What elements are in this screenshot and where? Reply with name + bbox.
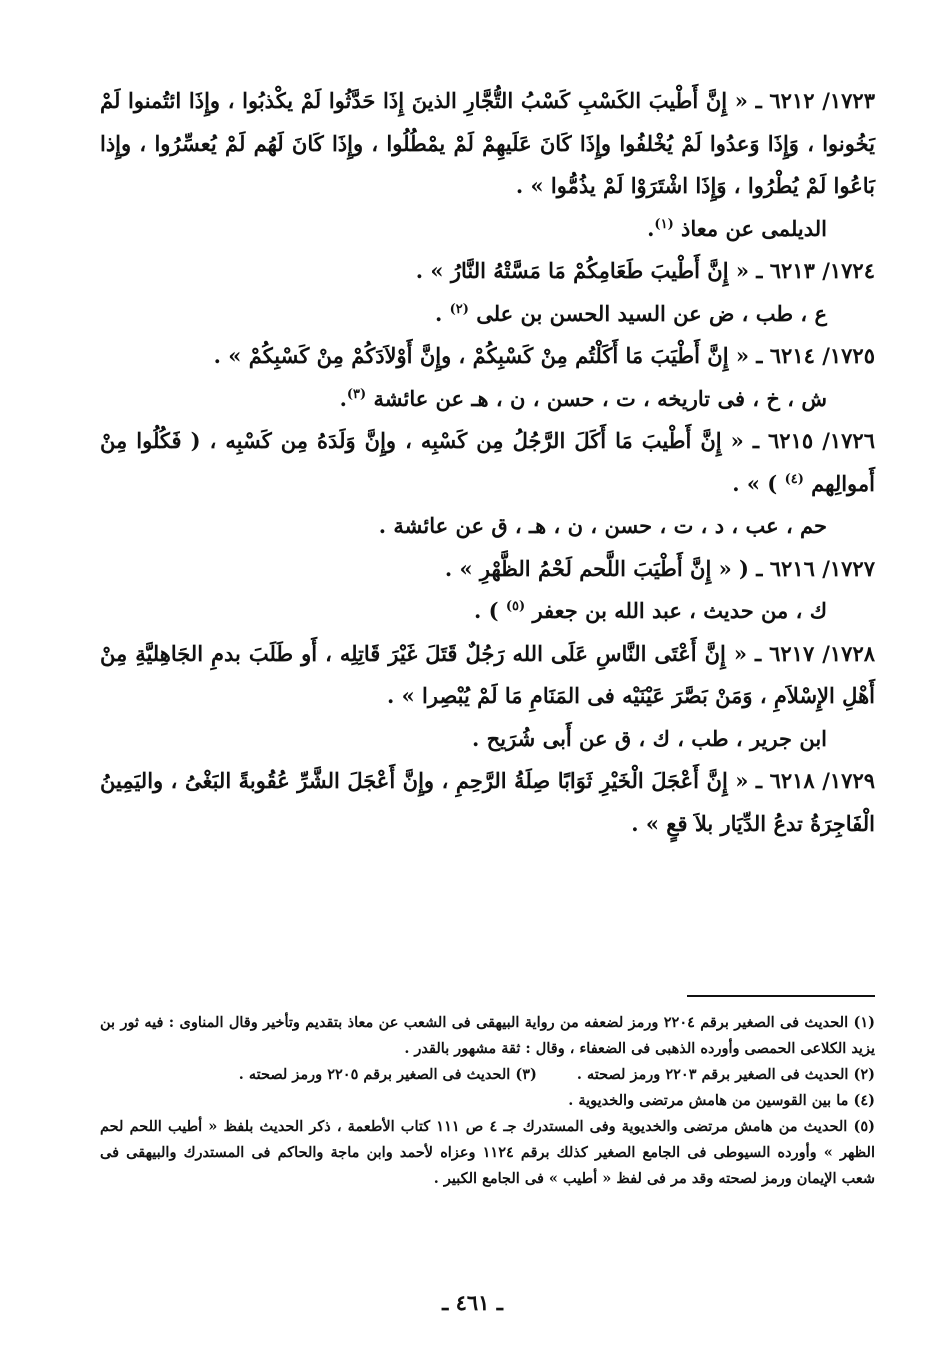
hadith-1727: ١٧٢٧/ ٦٢١٦ ـ ( « إِنَّ أَطْيَبَ اللَّحم لَحْمُ الظَّهْرِ » . bbox=[444, 555, 875, 581]
source-1727-text: ك ، من حديث ، عبد الله بن جعفر bbox=[532, 598, 827, 623]
hadith-1725: ١٧٢٥/ ٦٢١٤ ـ « إِنَّ أَطْيَبَ مَا أَكَلْتُم مِنْ كَسْبِكُمْ ، وإِنَّ أَوْلاَدَكُمْ مِنْ كَسْبِكُمْ » . bbox=[213, 343, 875, 368]
hadith-1726 bbox=[100, 420, 875, 505]
footnote-5: (٥) الحديث من هامش مرتضى والخديوية وفى المستدرك جـ ٤ ص ١١١ كتاب الأطعمة ، ذكر الحديث بلفظ « أطيب اللحم لحم الظهر » وأورده السيوطى فى الجامع الصغير كذلك برقم ١١٢٤ وعزاه لأحمد وابن ماجة والحاكم فى المستدرك والبيهقى فى شعب الإيمان ورمز لصحته وقد مر فى لفظ « أطيب » فى الجامع الكبير . bbox=[100, 1118, 875, 1187]
footnote-1: (١) الحديث فى الصغير برقم ٢٢٠٤ ورمز لضعفه من رواية البيهقى فى الشعب عن معاذ بتقديم وتأخير وقال المناوى : فيه ثور بن يزيد الكلاعى الحمصى وأورده الذهبى فى الضعفاء ، وقال : ثقة مشهور بالقدر . bbox=[100, 1014, 875, 1057]
footnotes-row-2-3 bbox=[100, 1062, 875, 1088]
footnote-ref-1: (١) bbox=[654, 216, 674, 232]
footnote-ref-4: (٤) bbox=[784, 471, 804, 487]
source-1727-end: ) . bbox=[473, 598, 499, 623]
hadith-1726-text: ١٧٢٦/ ٦٢١٥ ـ « إِنَّ أَطْيبَ مَا أَكَلَ الرَّجُلُ مِن كَسْبِه ، وإِنَّ وَلَدَهُ مِن كَسْبِه ، ( فَكُلُوا مِنْ أَموالِهم bbox=[100, 428, 875, 496]
footnote-4: (٤) ما بين القوسين من هامش مرتضى والخديوية . bbox=[568, 1092, 875, 1109]
source-1724-text: ع ، طب ، ض عن السيد الحسن بن على bbox=[476, 300, 827, 326]
source-1727 bbox=[100, 590, 875, 633]
footnote-3: (٣) الحديث فى الصغير برقم ٢٢٠٥ ورمز لصحته . bbox=[238, 1066, 537, 1083]
footnote-2: (٢) الحديث فى الصغير برقم ٢٢٠٣ ورمز لصحته . bbox=[576, 1066, 875, 1083]
footnotes-block bbox=[100, 1010, 875, 1192]
source-1725-end: . bbox=[339, 385, 347, 411]
footnote-ref-3: (٣) bbox=[346, 386, 367, 402]
hadith-1728: ١٧٢٨/ ٦٢١٧ ـ « إِنَّ أَعْتَى النَّاسِ عَلَى الله رَجُلٌ قَتَلَ غَيْرَ قَاتِلِه ، أَو طَلَبَ بدمِ الجَاهِليَّةِ مِنْ أَهْلِ الإِسْلاَمِ ، وَمَنْ بَصَّرَ عَيْنَيْه فى المَنَامِ مَا لَمْ يُبْصِرا » . bbox=[100, 640, 876, 708]
source-1723-end: . bbox=[647, 215, 655, 241]
source-1725 bbox=[100, 378, 875, 421]
hadith-text-block bbox=[100, 80, 875, 845]
page-number: ـ ٤٦١ ـ bbox=[442, 1290, 503, 1315]
source-1724-end: . bbox=[434, 300, 443, 326]
hadith-1729: ١٧٢٩/ ٦٢١٨ ـ « إِنَّ أَعْجَلَ الْخَيْرِ ثَوَابًا صِلَةُ الرَّحِمِ ، وإِنَّ أَعْجَلَ الشَّرِّ عُقُوبةً البَغْىُ ، واليَمِينُ الْفَاجِرَةُ تدعُ الدِّيَار بلاَ قعٍ » . bbox=[100, 768, 876, 836]
source-1726: حم ، عب ، د ، ت ، حسن ، ن ، هـ ، ق عن عائشة . bbox=[378, 513, 827, 538]
footnote-divider bbox=[687, 995, 875, 997]
source-1723 bbox=[100, 208, 875, 251]
source-1728: ابن جرير ، طب ، ك ، ق عن أَبى شُرَيح . bbox=[472, 725, 827, 751]
footnote-ref-2: (٢) bbox=[449, 301, 469, 317]
hadith-1726-end: ) » . bbox=[732, 470, 778, 496]
source-1723-text: الديلمى عن معاذ bbox=[681, 215, 827, 241]
hadith-1724: ١٧٢٤/ ٦٢١٣ ـ « إِنَّ أَطْيبَ طَعَامِكُمْ مَا مَسَّتْهُ النَّارُ » . bbox=[415, 258, 875, 283]
source-1725-text: ش ، خ ، فى تاريخه ، ت ، حسن ، ن ، هـ عن عائشة bbox=[373, 385, 827, 411]
footnote-ref-5: (٥) bbox=[505, 599, 526, 614]
source-1724 bbox=[100, 293, 875, 336]
hadith-1723: ١٧٢٣/ ٦٢١٢ ـ « إِنَّ أَطْيبَ الكَسْبِ كَسْبُ التُّجَّارِ الذينَ إِذَا حَدَّثُوا لَمْ يكْذبُوا ، وإِذَا ائتُمنوا لَمْ يَخُونوا ، وَإِذَا وَعدُوا لَمْ يُخْلفُوا وإِذَا كَانَ عَلَيهِمْ لَمْ يمْطُلُوا ، وإِذَا كَانَ لَهُم لَمْ يُعسِّرُوا ، وإِذا بَاعُوا لَمْ يُطْرُوا ، وَإِذَا اشْتَرَوْا لَمْ يذُمُّوا » . bbox=[100, 88, 875, 198]
